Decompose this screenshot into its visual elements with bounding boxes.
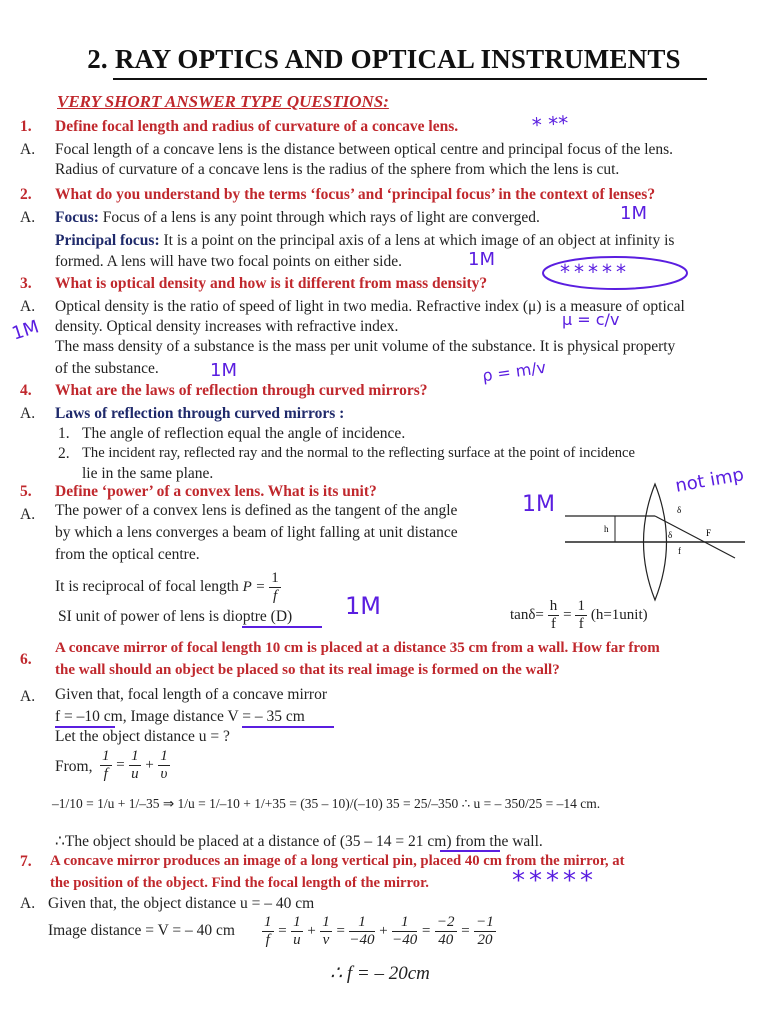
q1-star-mark: * ** <box>531 110 570 138</box>
q1-question: Define focal length and radius of curvature of a concave lens. <box>55 118 459 135</box>
q4-heading: Laws of reflection through curved mirrors : <box>55 405 345 422</box>
q6-answer-underline <box>440 850 500 852</box>
q5-si-underline <box>242 626 322 628</box>
q6-mirror-formula: $\frac{1}{f}$ = $\frac{1}{u}$ + $\frac{1}{\upsilon}$ <box>102 748 168 782</box>
q2-pf-text: It is a point on the principal axis of a lens at which image of an object at infinity is <box>163 232 675 249</box>
q5-number: 5. <box>20 483 32 500</box>
q5-line3: from the optical centre. <box>55 546 200 563</box>
q3-question: What is optical density and how is it different from mass density? <box>55 275 488 292</box>
q5-si: SI unit of power of lens is dioptre (D) <box>58 608 293 625</box>
q2-pf-text2: formed. A lens will have two focal points on either side. <box>55 253 402 270</box>
diag-h-label: h <box>604 524 609 534</box>
q3-stars: ***** <box>560 260 630 284</box>
q4-item1: The angle of reflection equal the angle of incidence. <box>82 425 406 442</box>
q6-from: From, <box>55 758 93 775</box>
q6-v-underline <box>242 726 334 728</box>
q3-line4: of the substance. <box>55 360 159 377</box>
q6-let: Let the object distance u = ? <box>55 728 230 745</box>
q6-given: Given that, focal length of a concave mirror <box>55 686 327 703</box>
q6-question-line1: A concave mirror of focal length 10 cm is placed at a distance 35 cm from a wall. How far from <box>55 640 660 656</box>
q5-mark2: 1M <box>345 592 381 620</box>
tan-label: tanδ= <box>510 607 544 624</box>
q7-question-line2: the position of the object. Find the focal length of the mirror. <box>50 875 429 891</box>
q4-question: What are the laws of reflection through curved mirrors? <box>55 382 428 399</box>
q7-result: ∴ f = – 20cm <box>330 963 430 984</box>
q5-mark1: 1M <box>522 492 555 517</box>
a-label: A. <box>20 688 36 705</box>
q2-mark2: 1M <box>468 249 495 270</box>
q2-focus-text: Focus of a lens is any point through which rays of light are converged. <box>102 209 540 226</box>
q3-line3: The mass density of a substance is the mass per unit volume of the substance. It is physical property <box>55 338 676 355</box>
a-label: A. <box>20 298 36 315</box>
q3-side-mark: 1M <box>9 316 42 345</box>
diag-f-label: f <box>678 546 681 556</box>
q5-line2: by which a lens converges a beam of light falling at unit distance <box>55 524 458 541</box>
q4-item2b: lie in the same plane. <box>82 465 214 482</box>
q6-conclusion: ∴The object should be placed at a distance of (35 – 14 = 21 cm) from the wall. <box>55 833 543 850</box>
tan-1-over-f: $\frac{1}{f}$ <box>577 598 585 632</box>
q1-answer-line2: Radius of curvature of a concave lens is the radius of the sphere from which the lens is cut. <box>55 161 620 178</box>
q7-formula: $\frac{1}{f}$ = $\frac{1}{u}$ + $\frac{1}{v}$ = $\frac{1}{-40}$ + $\frac{1}{-40}$ = $\frac{-2}{40}$ = $\frac{-1}{20}$ <box>264 914 494 948</box>
q5-tan: tanδ= $\frac{h}{f}$ = $\frac{1}{f}$ (h=1unit) <box>510 598 648 632</box>
q3-mark-b: 1M <box>210 360 237 381</box>
a-label: A. <box>20 895 36 912</box>
q2-focus-label: Focus: <box>55 209 99 226</box>
q5-question: Define ‘power’ of a convex lens. What is its unit? <box>55 483 377 500</box>
q7-given: Given that, the object distance u = – 40 cm <box>48 895 315 912</box>
tan-note: (h=1unit) <box>590 607 648 624</box>
a-label: A. <box>20 405 36 422</box>
q3-number: 3. <box>20 275 32 292</box>
q5-p-frac: $\frac{1}{f}$ <box>271 570 279 604</box>
a-label: A. <box>20 209 36 226</box>
title-underline <box>113 78 707 80</box>
q3-rho-note: ρ = m/v <box>480 357 548 386</box>
q7-question-line1: A concave mirror produces an image of a long vertical pin, placed 40 cm from the mirror, at <box>50 853 625 869</box>
q4-item1-num: 1. <box>58 425 70 442</box>
q5-line1: The power of a convex lens is defined as the tangent of the angle <box>55 502 458 519</box>
q3-line2: density. Optical density increases with refractive index. <box>55 318 399 335</box>
q3-mu-note: μ = c/v <box>562 310 620 329</box>
q1-number: 1. <box>20 118 32 135</box>
q6-question-line2: the wall should an object be placed so that its real image is formed on the wall? <box>55 662 560 678</box>
q2-pf-label: Principal focus: <box>55 232 160 249</box>
q4-item2-num: 2. <box>58 445 70 462</box>
q2-principal-focus <box>55 232 674 250</box>
q2-focus <box>55 209 540 227</box>
q7-number: 7. <box>20 853 32 870</box>
page-title: 2. RAY OPTICS AND OPTICAL INSTRUMENTS <box>87 44 681 74</box>
q3-line1: Optical density is the ratio of speed of light in two media. Refractive index (μ) is a measure of optical <box>55 298 685 315</box>
diag-delta2-label: δ <box>668 530 673 540</box>
q7-stars: ***** <box>512 866 597 896</box>
q6-given2: f = –10 cm, Image distance V = – 35 cm <box>55 708 305 725</box>
q2-mark1: 1M <box>620 203 647 224</box>
q1-answer-line1: Focal length of a concave lens is the distance between optical centre and principal focus of the lens. <box>55 141 674 158</box>
a-label: A. <box>20 506 36 523</box>
diag-delta-label: δ <box>677 505 682 515</box>
diag-F-label: F <box>706 528 712 538</box>
q5-p-eq: P = <box>242 579 266 596</box>
q6-number: 6. <box>20 651 32 668</box>
section-heading: VERY SHORT ANSWER TYPE QUESTIONS: <box>57 92 389 111</box>
q4-number: 4. <box>20 382 32 399</box>
lens-diagram <box>560 482 750 602</box>
q4-item2: The incident ray, reflected ray and the normal to the reflecting surface at the point of incidence <box>82 445 635 461</box>
q2-question: What do you understand by the terms ‘focus’ and ‘principal focus’ in the context of lenses? <box>55 186 656 203</box>
q7-image: Image distance = V = – 40 cm <box>48 922 235 939</box>
q2-number: 2. <box>20 186 32 203</box>
q5-recip-text: It is reciprocal of focal length <box>55 578 239 596</box>
a-label: A. <box>20 141 36 158</box>
q5-recip <box>55 570 281 605</box>
q5-note: not imp <box>673 464 746 497</box>
q6-calc: –1/10 = 1/u + 1/–35 ⇒ 1/u = 1/–10 + 1/+35 = (35 – 10)/(–10) 35 = 25/–350 ∴ u = – 350/25 = –14 cm. <box>52 796 601 811</box>
tan-h-over-f: $\frac{h}{f}$ <box>549 598 558 632</box>
